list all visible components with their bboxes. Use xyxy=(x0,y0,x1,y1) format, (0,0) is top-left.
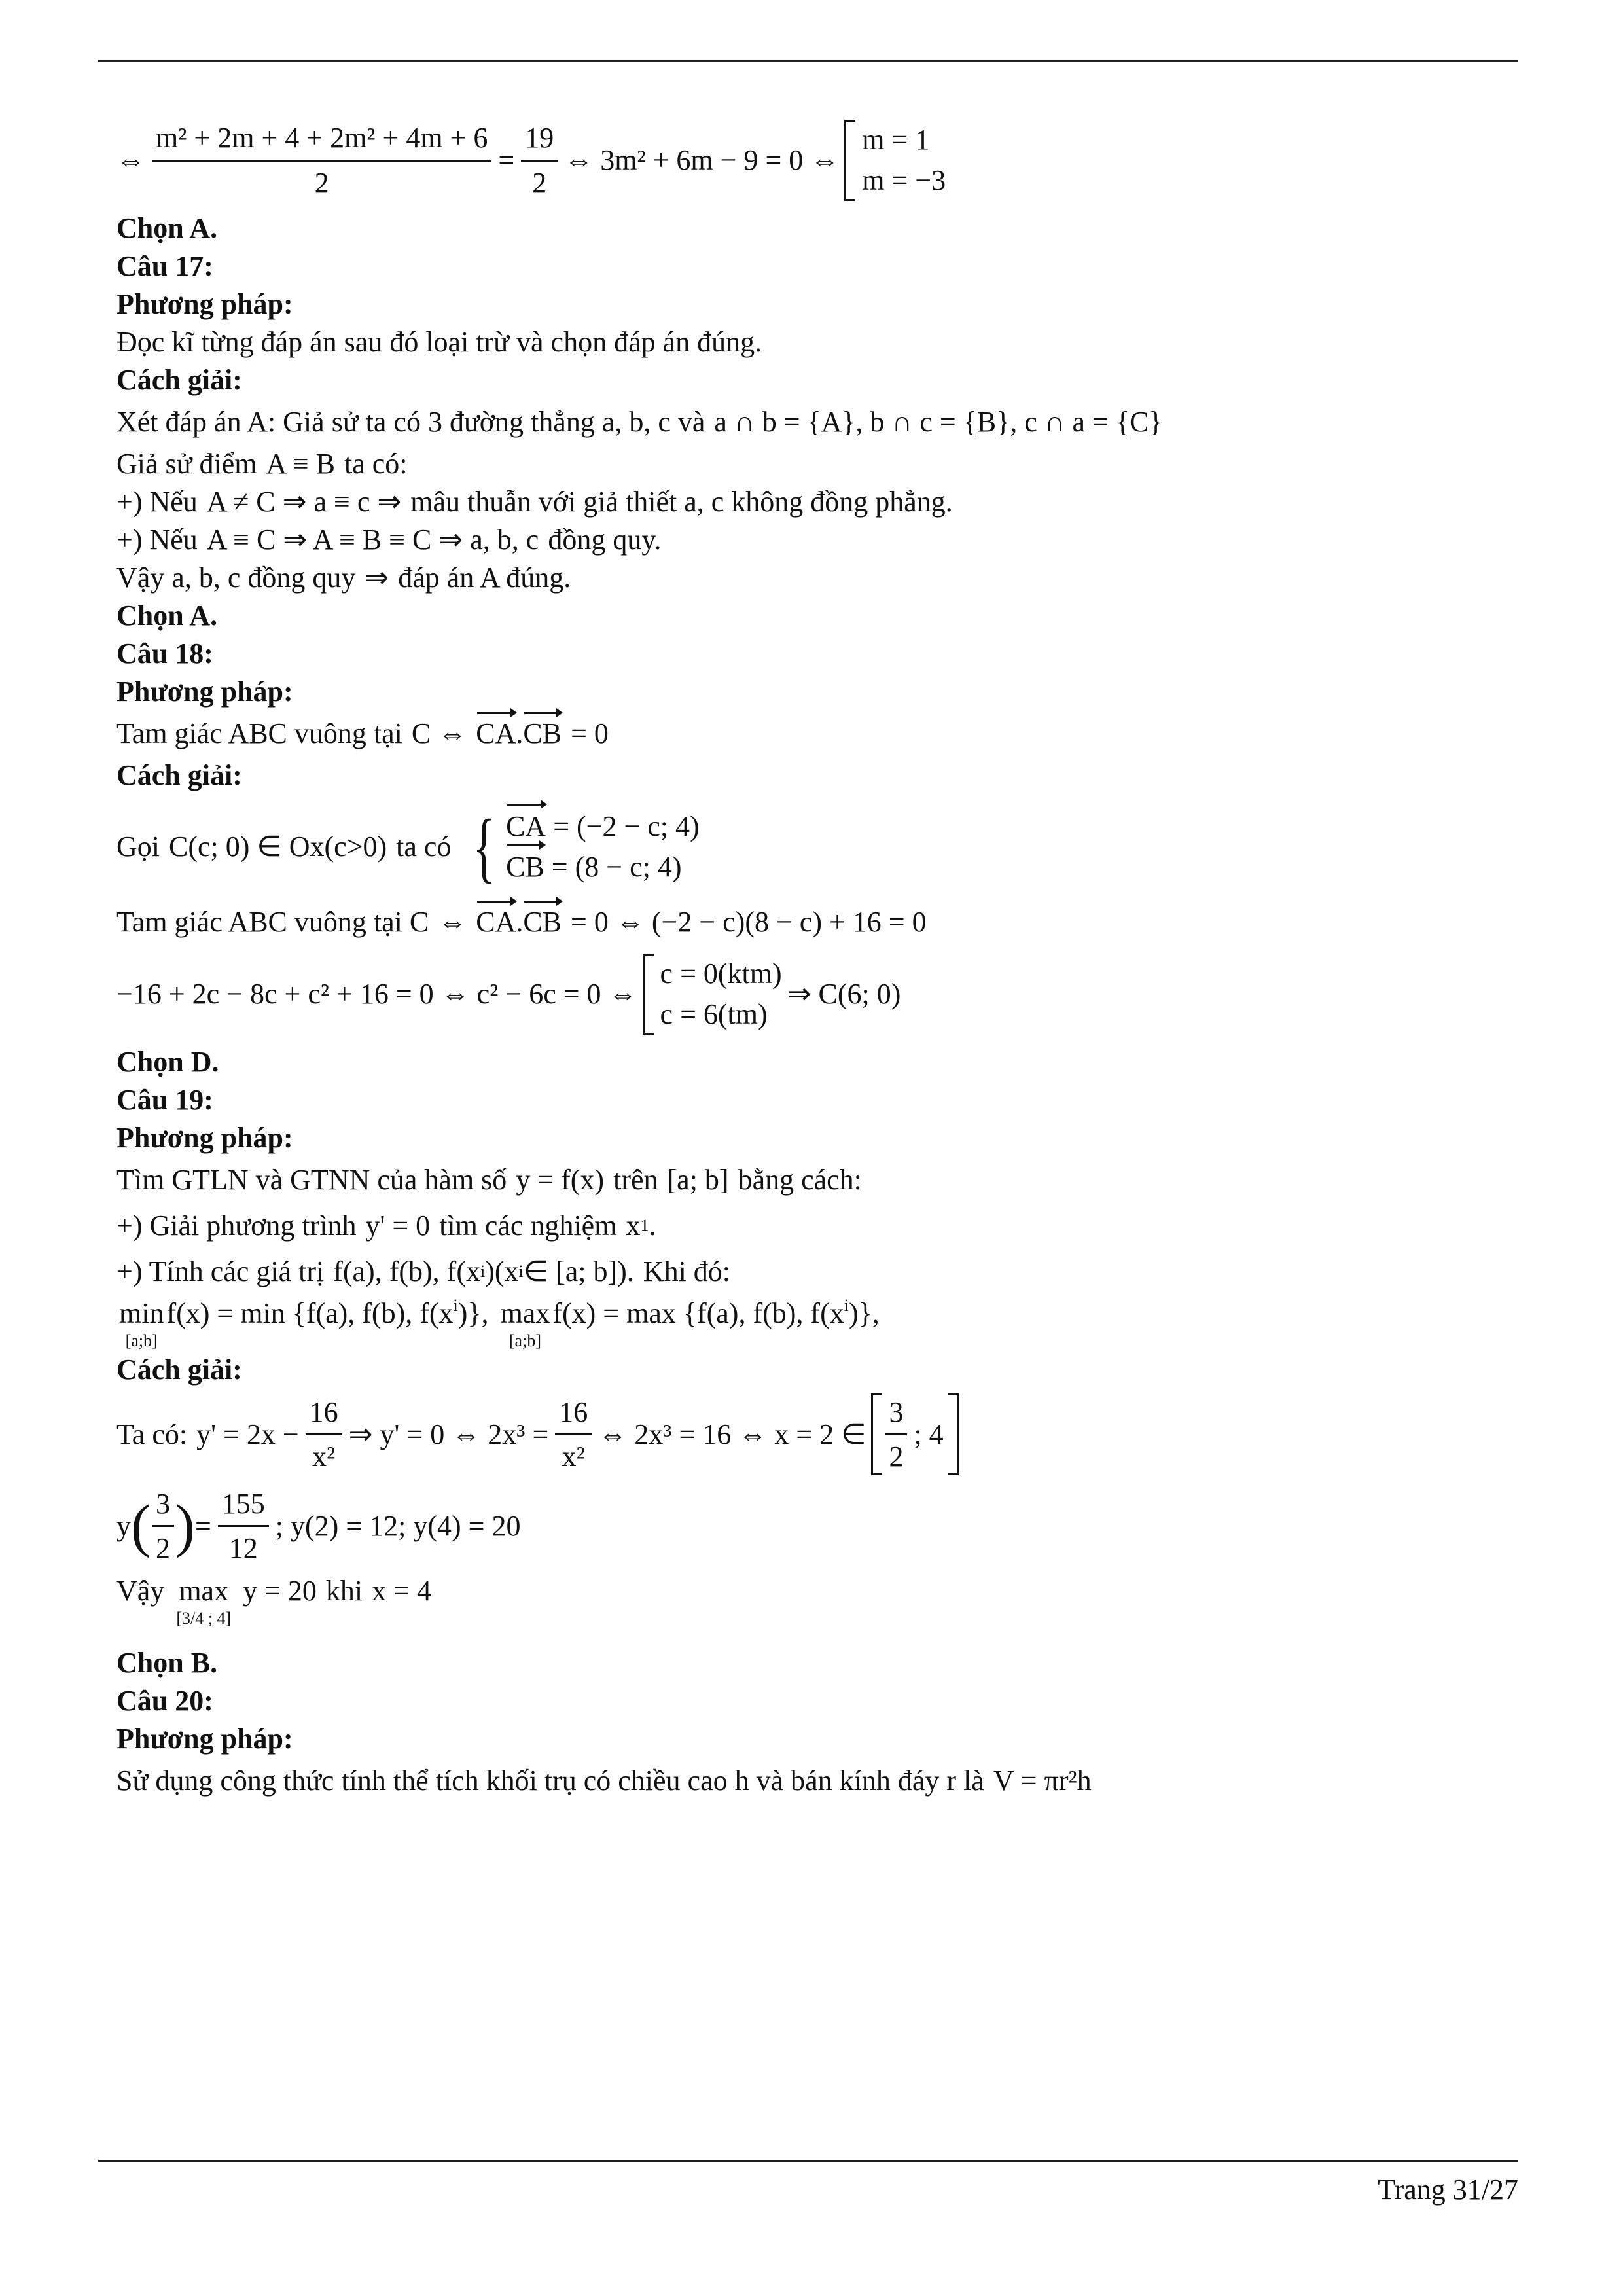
case-1: m = 1 xyxy=(862,124,930,156)
question-heading: Câu 18: xyxy=(116,637,213,670)
question-heading: Câu 17: xyxy=(116,250,213,283)
footer-rule xyxy=(98,2160,1518,2162)
paragraph: +) Tính các giá trị f(a), f(b), f(x i )(x i ∈ [a; b]). Khi đó: xyxy=(116,1255,731,1288)
answer-label: Chọn B. xyxy=(116,1647,218,1679)
vector-cb: CB xyxy=(523,903,562,941)
answer-label: Chọn A. xyxy=(116,600,218,632)
paragraph: +) Nếu A ≡ C ⇒ A ≡ B ≡ C ⇒ a, b, c đồng quy. xyxy=(116,524,662,556)
paragraph: Tam giác ABC vuông tại C ⇔ CA . CB = 0 xyxy=(116,711,1510,757)
solution-heading: Cách giải: xyxy=(116,759,242,792)
paragraph: Gọi C(c; 0) ∈ Ox(c>0) ta có { CA = (−2 − c; 4) CB = (8 − c; 4) xyxy=(116,803,700,890)
equation-line: Ta có: y' = 2x − $\frac{16}{\text{x²}}$ ⇒ y' = 0 ⇔ 2x³ = $\frac{16}{\text{x²}}$ ⇔ 2x³ = 16 ⇔ x = 2 ∈ $\frac{3}{2}$ ; 4 xyxy=(116,1389,1510,1480)
document-body xyxy=(116,111,1510,1804)
case-1: c = 0(ktm) xyxy=(660,958,782,990)
vector-cb: CB xyxy=(506,847,544,888)
case-2: m = −3 xyxy=(862,164,946,196)
case-2: c = 6(tm) xyxy=(660,998,768,1030)
equation-text: ⇔ 3m² + 6m − 9 = 0 ⇔ xyxy=(564,144,840,177)
solution-bracket xyxy=(844,120,946,200)
solution-heading: Cách giải: xyxy=(116,1354,242,1386)
solution-heading: Cách giải: xyxy=(116,364,242,397)
paragraph: Tìm GTLN và GTNN của hàm số y = f(x) trên [a; b] bằng cách: xyxy=(116,1164,862,1196)
method-heading: Phương pháp: xyxy=(116,675,293,708)
method-heading: Phương pháp: xyxy=(116,288,293,321)
paragraph: Sử dụng công thức tính thể tích khối trụ có chiều cao h và bán kính đáy r là V = πr²h xyxy=(116,1765,1092,1797)
vector-ca: CA xyxy=(476,715,516,752)
header-rule xyxy=(98,60,1518,62)
equation-line: y ( $\frac{3}{2}$ ) = $\frac{155}{12}$ ; y(2) = 12; y(4) = 20 xyxy=(116,1480,1510,1572)
equation-line: −16 + 2c − 8c + c² + 16 = 0 ⇔ c² − 6c = 0 ⇔ c = 0(ktm) c = 6(tm) ⇒ C(6; 0) xyxy=(116,945,1510,1043)
method-heading: Phương pháp: xyxy=(116,1122,293,1155)
paragraph: Giả sử điểm A ≡ B ta có: xyxy=(116,448,408,480)
solution-bracket xyxy=(643,954,782,1034)
equation-line: ⇔ $\frac{\text{m² + 2m + 4 + 2m² + 4m + 6}}{2}$ = $\frac{19}{2}$ ⇔ 3m² + 6m − 9 = 0 ⇔ m = 1 m = −3 xyxy=(116,111,1510,209)
page-number: Trang 31/27 xyxy=(1378,2174,1518,2206)
paragraph: Vậy max [3/4 ; 4] y = 20 khi x = 4 xyxy=(116,1574,431,1628)
set-expression: a ∩ b = {A}, b ∩ c = {B}, c ∩ a = {C} xyxy=(714,406,1163,439)
numerator: 19 xyxy=(521,119,558,161)
question-heading: Câu 19: xyxy=(116,1084,213,1117)
answer-label: Chọn A. xyxy=(116,212,218,245)
fraction xyxy=(152,119,491,201)
paragraph: Xét đáp án A: Giả sử ta có 3 đường thẳng a, b, c và a ∩ b = {A}, b ∩ c = {B}, c ∩ a = {C} xyxy=(116,399,1510,445)
vector-ca: CA xyxy=(506,806,546,847)
method-heading: Phương pháp: xyxy=(116,1723,293,1755)
answer-label: Chọn D. xyxy=(116,1046,219,1079)
system-brace: { CA = (−2 − c; 4) CB = (8 − c; 4) xyxy=(473,803,700,890)
paragraph: Đọc kĩ từng đáp án sau đó loại trừ và chọn đáp án đúng. xyxy=(116,326,762,359)
question-heading: Câu 20: xyxy=(116,1685,213,1717)
paragraph: +) Nếu A ≠ C ⇒ a ≡ c ⇒ mâu thuẫn với giả thiết a, c không đồng phẳng. xyxy=(116,486,953,518)
equivalence: ⇔ xyxy=(116,144,145,177)
vector-ca: CA xyxy=(476,903,516,941)
paragraph: +) Giải phương trình y' = 0 tìm các nghiệm x 1 . xyxy=(116,1210,656,1242)
numerator: m² + 2m + 4 + 2m² + 4m + 6 xyxy=(152,119,491,161)
paragraph: Tam giác ABC vuông tại C ⇔ CA . CB = 0 ⇔ (−2 − c)(8 − c) + 16 = 0 xyxy=(116,899,1510,945)
fraction xyxy=(521,119,558,201)
denominator: 2 xyxy=(314,166,329,199)
equation-line: min [a;b] f(x) = min {f(a), f(b), f(x i )}, max [a;b] f(x) = max {f(a), f(b), f(x i )}, xyxy=(119,1296,880,1351)
paragraph: Vậy a, b, c đồng quy ⇒ đáp án A đúng. xyxy=(116,562,571,594)
denominator: 2 xyxy=(532,166,547,199)
vector-cb: CB xyxy=(523,715,562,752)
